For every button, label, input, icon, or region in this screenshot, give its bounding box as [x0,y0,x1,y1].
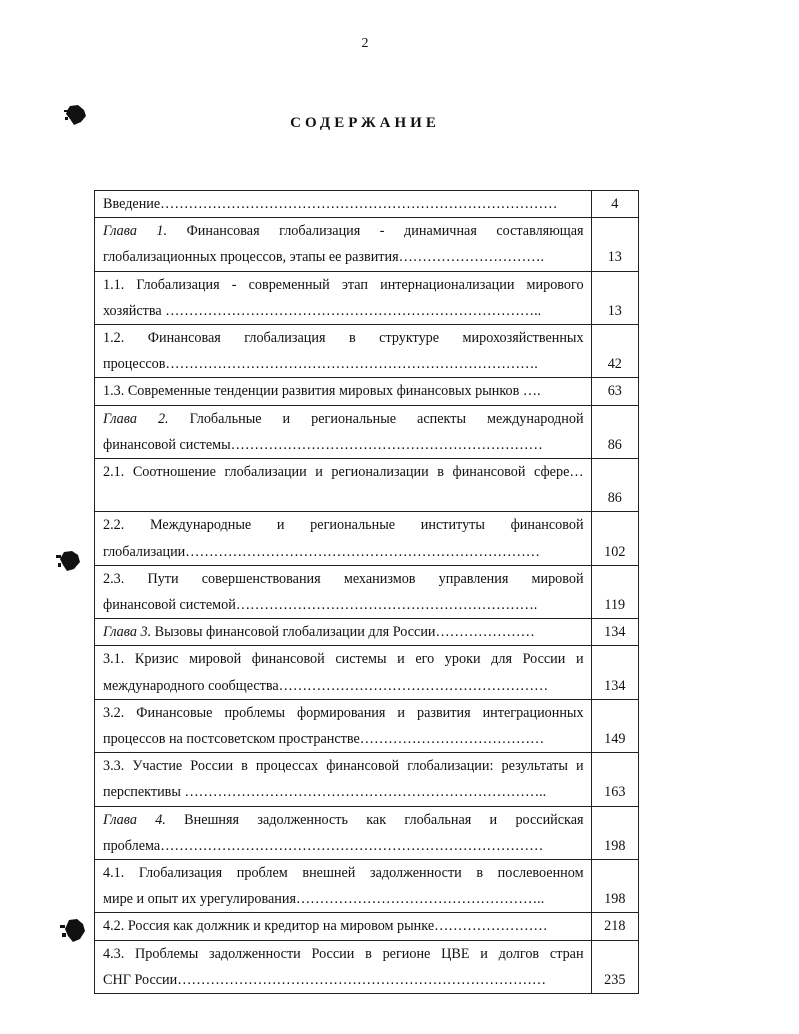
toc-entry-text: 1.1. Глобализация - современный этап интернационализации мирового [103,276,584,293]
toc-page-number: 119 [591,565,638,618]
toc-entry-title [95,271,592,324]
toc-row [95,940,639,993]
chapter-prefix: Глава 4. [103,811,166,828]
toc-entry-text: 1.2. Финансовая глобализация в структуре мирохозяйственных [103,330,584,347]
toc-row [95,191,639,218]
toc-page-number: 134 [591,646,638,699]
toc-row [95,512,639,565]
toc-page-number: 86 [591,405,638,458]
toc-entry-title [95,378,592,405]
toc-entry-text: перспективы ………………………………………………………………….. [103,784,547,801]
toc-entry-text: процессов на постсоветском пространстве………………………………… [103,731,545,748]
toc-entry-text: 2.2. Международные и региональные институты финансовой [103,517,584,534]
toc-entry-text: Введение………………………………………………………………………… [103,196,558,212]
toc-entry-text: 2.1. Соотношение глобализации и регионализации в финансовой сфере… [103,464,584,481]
scan-blot-top [64,104,88,126]
toc-entry-line [103,753,584,779]
toc-page-number: 218 [591,913,638,940]
toc-row [95,218,639,271]
toc-entry-line [103,646,584,672]
toc-entry-text: финансовой системы………………………………………………………… [103,436,543,453]
toc-page-number: 13 [591,271,638,324]
toc-entry-text: хозяйства …………………………………………………………………….. [103,302,542,319]
toc-page-number: 198 [591,806,638,859]
toc-page-number: 63 [591,378,638,405]
toc-entry-line [103,378,584,404]
toc-row [95,806,639,859]
toc-entry-line [103,244,584,270]
toc-entry-title [95,753,592,806]
toc-entry-line [103,539,584,565]
chapter-prefix: Глава 2. [103,410,169,427]
page-title: СОДЕРЖАНИЕ [290,115,440,131]
toc-page-number: 42 [591,325,638,378]
chapter-prefix: Глава 1. [103,223,168,240]
toc-entry-text: процессов……………………………………………………………………. [103,356,538,373]
toc-entry-line [103,512,584,538]
toc-entry-line [103,860,584,886]
toc-entry-line [103,406,584,432]
toc-row [95,646,639,699]
toc-entry-title [95,512,592,565]
toc-entry-text: Финансовая глобализация - динамичная составляющая [167,223,584,240]
toc-page-number: 134 [591,619,638,646]
toc-entry-line [103,592,584,618]
toc-row [95,913,639,940]
toc-entry-line [103,566,584,592]
toc-entry-text: проблема……………………………………………………………………… [103,837,544,854]
toc-entry-text: финансовой системой………………………………………………………. [103,597,538,614]
toc-entry-text: Внешняя задолженность как глобальная и российская [165,811,584,828]
table-of-contents [94,190,639,994]
toc-entry-text: 4.1. Глобализация проблем внешней задолженности в послевоенном [103,865,584,882]
toc-page-number: 163 [591,753,638,806]
toc-entry-title [95,913,592,940]
toc-entry-title [95,646,592,699]
toc-entry-title [95,459,592,512]
toc-entry-title [95,806,592,859]
toc-entry-text: 1.3. Современные тенденции развития мировых финансовых рынков …. [103,383,541,400]
toc-row [95,459,639,512]
toc-page-number: 102 [591,512,638,565]
toc-row [95,699,639,752]
toc-entry-line [103,485,584,511]
toc-page-number: 149 [591,699,638,752]
toc-entry-title [95,699,592,752]
scan-blot-middle [56,550,82,572]
toc-entry-line [103,298,584,324]
toc-entry-line [103,833,584,859]
toc-row [95,378,639,405]
toc-row [95,753,639,806]
toc-entry-line [103,941,584,967]
toc-entry-text: глобализации………………………………………………………………… [103,543,540,560]
toc-entry-title [95,619,592,646]
toc-entry-line [103,459,584,485]
toc-entry-text: 3.2. Финансовые проблемы формирования и развития интеграционных [103,704,584,721]
toc-entry-line [103,191,584,217]
toc-entry-text: 3.1. Кризис мировой финансовой системы и его уроки для России и [103,651,584,668]
toc-row [95,325,639,378]
toc-entry-title [95,191,592,218]
page-number: 2 [361,36,369,51]
toc-entry-line [103,700,584,726]
toc-entry-line [103,218,584,244]
toc-entry-text: мире и опыт их урегулирования…………………………………………….. [103,891,545,908]
toc-entry-text: 4.2. Россия как должник и кредитор на мировом рынке…………………… [103,918,548,935]
toc-row [95,860,639,913]
toc-entry-text: 3.3. Участие России в процессах финансовой глобализации: результаты и [103,758,584,775]
toc-row [95,619,639,646]
toc-page-number: 86 [591,459,638,512]
toc-entry-line [103,619,584,645]
toc-page-number: 4 [591,191,638,218]
toc-row [95,565,639,618]
toc-entry-title [95,860,592,913]
toc-entry-text: Глобальные и региональные аспекты международной [168,410,584,427]
toc-entry-title [95,405,592,458]
toc-entry-text: СНГ России…………………………………………………………………… [103,971,547,988]
toc-page-number: 13 [591,218,638,271]
toc-entry-text: 2.3. Пути совершенствования механизмов управления мировой [103,570,584,587]
toc-row [95,405,639,458]
toc-entry-line [103,325,584,351]
toc-entry-title [95,565,592,618]
toc-entry-line [103,673,584,699]
toc-entry-title [95,940,592,993]
scan-blot-bottom [60,918,88,944]
toc-entry-line [103,913,584,939]
toc-entry-line [103,272,584,298]
toc-entry-text: Вызовы финансовой глобализации для России………………… [151,624,535,641]
toc-entry-line [103,351,584,377]
toc-page-number: 235 [591,940,638,993]
toc-entry-title [95,218,592,271]
toc-entry-line [103,779,584,805]
toc-entry-text: глобализационных процессов, этапы ее развития…………………………. [103,249,545,266]
toc-entry-line [103,432,584,458]
toc-entry-line [103,726,584,752]
chapter-prefix: Глава 3. [103,624,152,641]
toc-page-number: 198 [591,860,638,913]
toc-entry-text: 4.3. Проблемы задолженности России в регионе ЦВЕ и долгов стран [103,945,584,962]
toc-entry-line [103,967,584,993]
toc-row [95,271,639,324]
toc-entry-line [103,807,584,833]
toc-entry-line [103,886,584,912]
toc-entry-title [95,325,592,378]
toc-entry-text: международного сообщества………………………………………………… [103,677,549,694]
